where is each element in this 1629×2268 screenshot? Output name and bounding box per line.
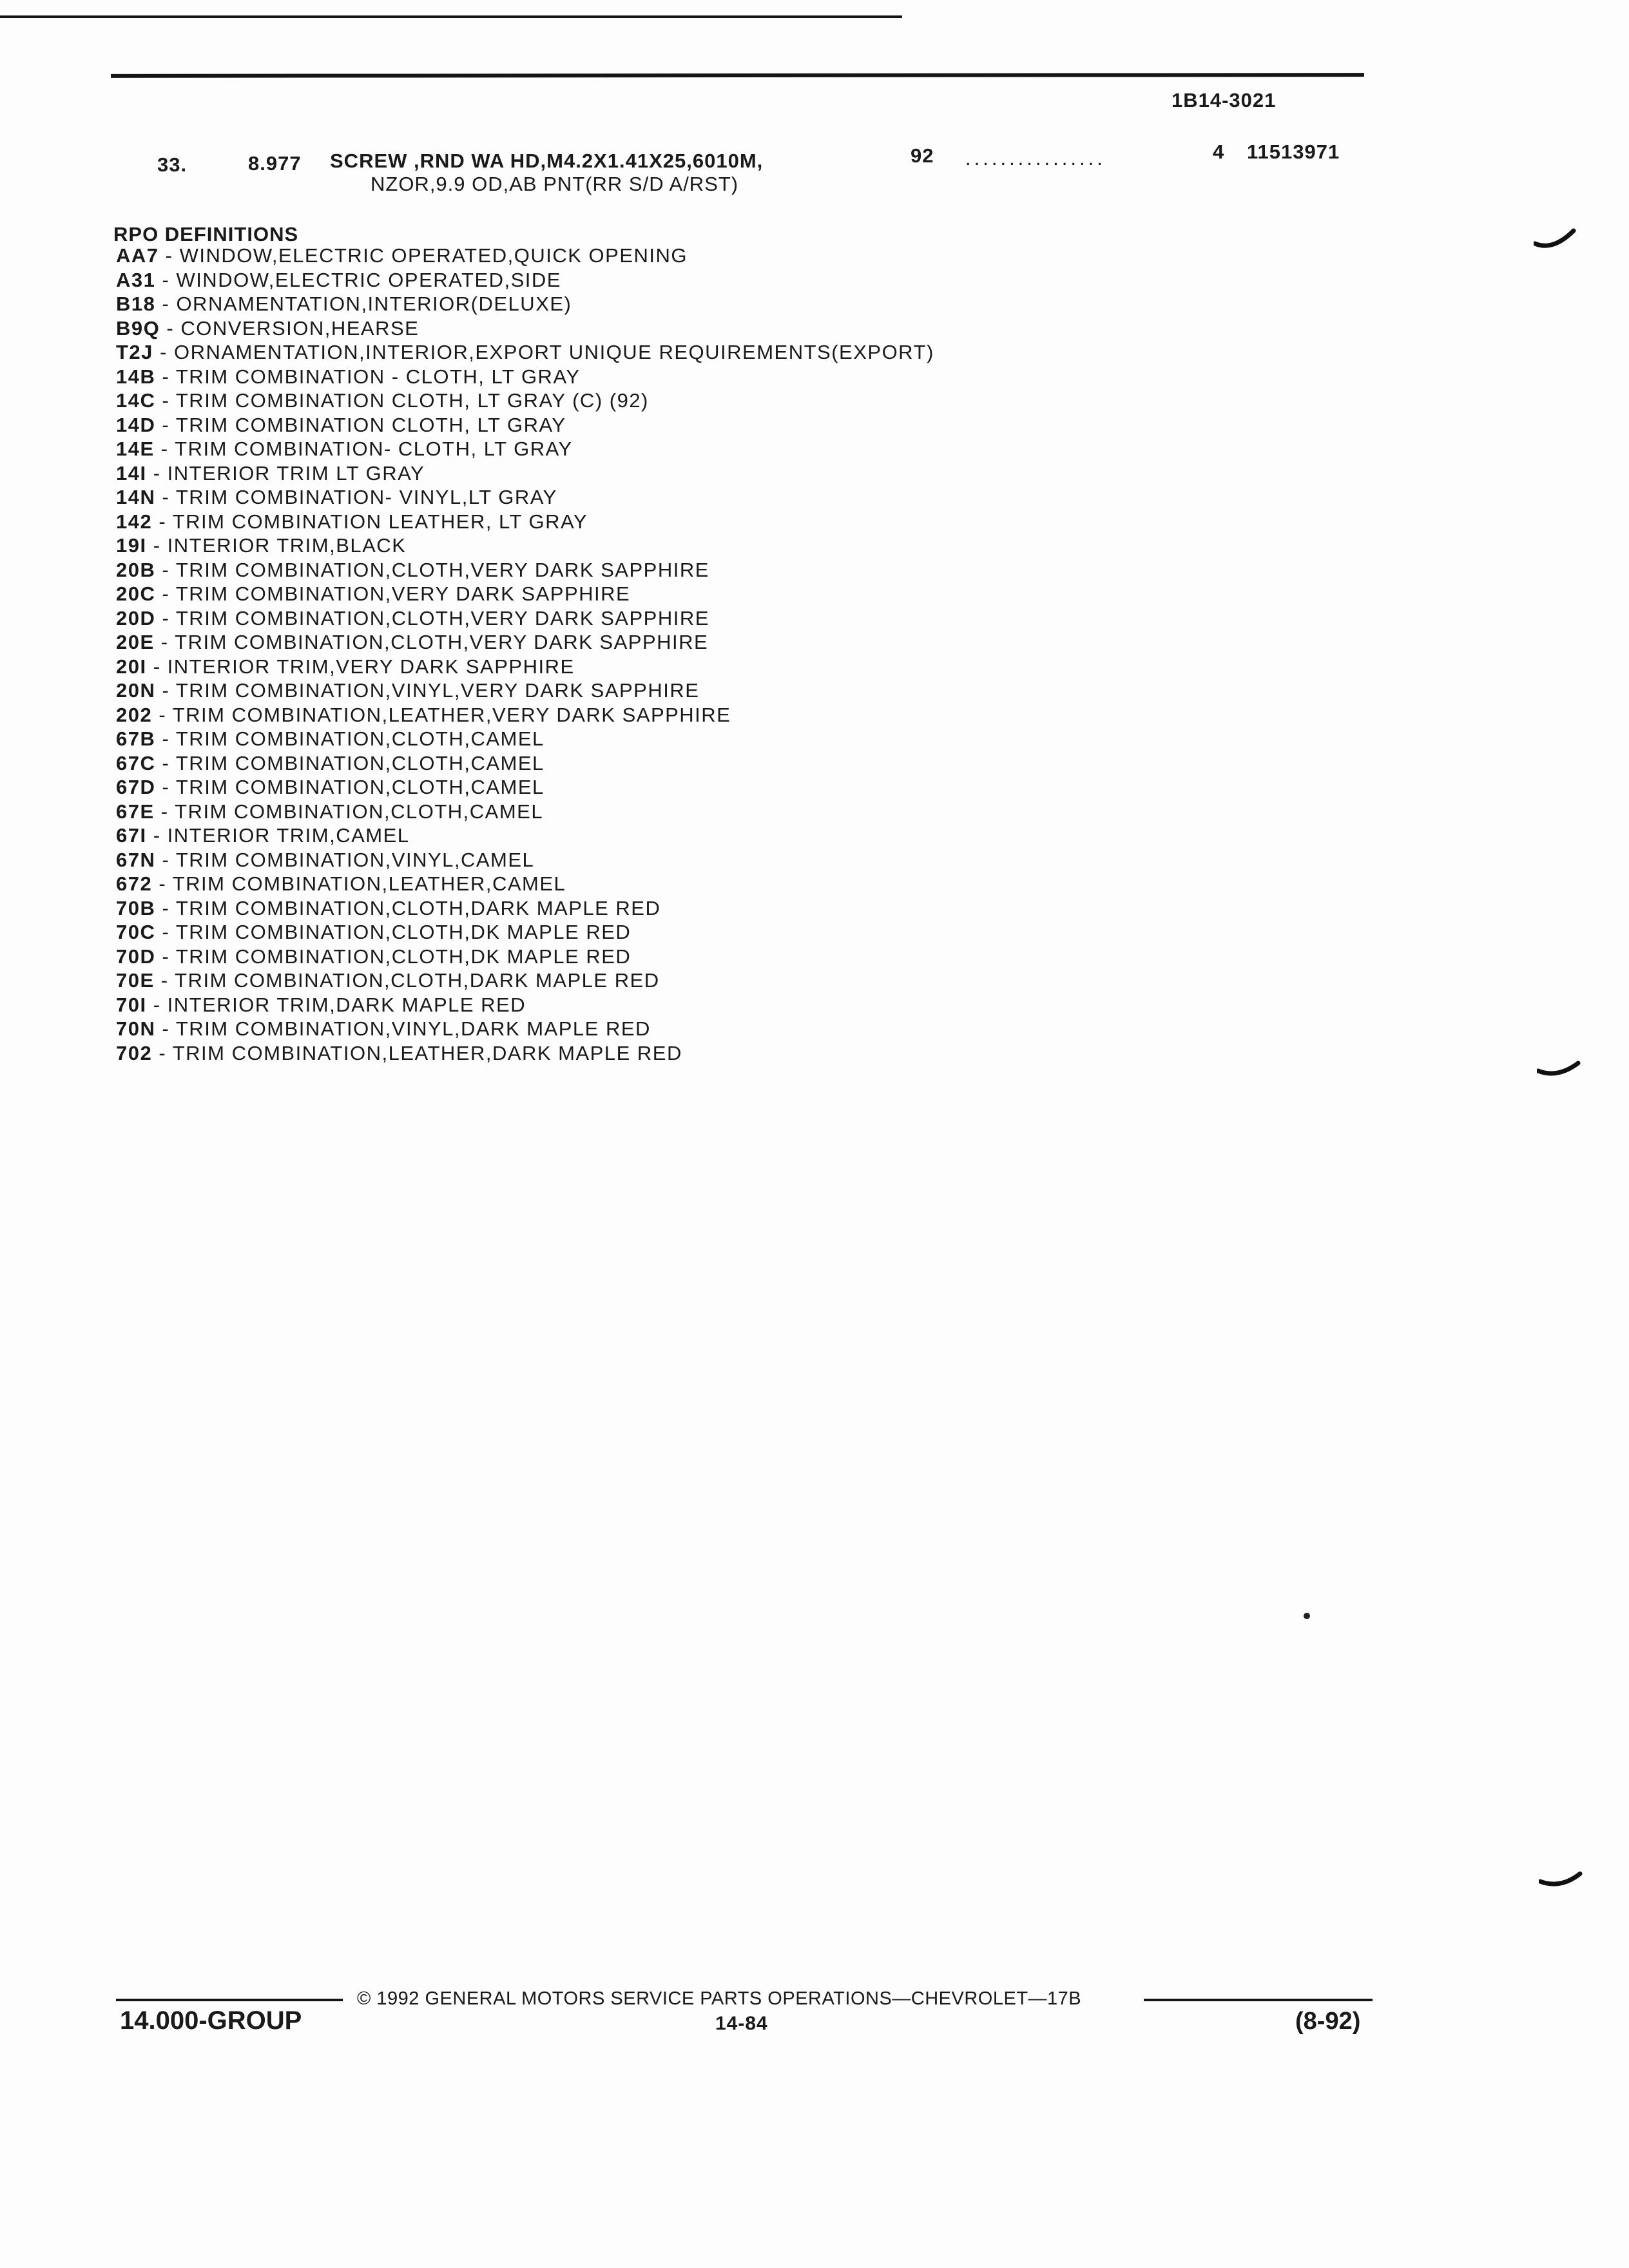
rpo-item xyxy=(116,800,934,824)
rpo-code: 14D xyxy=(116,413,156,436)
binding-mark-top xyxy=(1534,226,1579,251)
rpo-separator: - xyxy=(152,1041,173,1064)
rpo-item xyxy=(116,872,934,896)
rpo-item xyxy=(116,510,934,534)
rpo-code: 20B xyxy=(116,558,156,581)
rpo-description: INTERIOR TRIM,VERY DARK SAPPHIRE xyxy=(167,655,575,678)
rpo-item xyxy=(116,485,934,510)
rpo-separator: - xyxy=(155,606,176,629)
rpo-code: AA7 xyxy=(116,244,159,267)
rpo-item xyxy=(116,703,934,727)
rpo-item xyxy=(116,945,934,969)
rpo-code: 70I xyxy=(116,993,147,1016)
rpo-separator: - xyxy=(146,993,168,1016)
rpo-item xyxy=(116,678,934,703)
rpo-item xyxy=(116,389,934,413)
rpo-item xyxy=(116,606,934,631)
rpo-code: 20N xyxy=(116,679,156,702)
rpo-code: B18 xyxy=(116,293,156,315)
rpo-separator: - xyxy=(152,872,173,895)
rpo-item xyxy=(116,655,934,679)
rpo-description: TRIM COMBINATION,LEATHER,DARK MAPLE RED xyxy=(172,1041,682,1064)
rpo-item xyxy=(116,413,934,437)
rpo-description: TRIM COMBINATION,VINYL,VERY DARK SAPPHIRE xyxy=(175,679,700,702)
rpo-description: TRIM COMBINATION - CLOTH, LT GRAY xyxy=(175,365,581,388)
rpo-separator: - xyxy=(155,293,177,315)
rpo-separator: - xyxy=(152,703,173,726)
rpo-code: 202 xyxy=(116,703,153,726)
reference-number: 8.977 xyxy=(248,152,302,175)
rpo-description: TRIM COMBINATION,VINYL,CAMEL xyxy=(175,848,535,871)
rpo-code: 70E xyxy=(116,969,155,992)
rpo-description: TRIM COMBINATION,CLOTH,DARK MAPLE RED xyxy=(175,969,660,992)
part-description-line1: SCREW ,RND WA HD,M4.2X1.41X25,6010M, xyxy=(330,149,764,172)
footer-group: 14.000-GROUP xyxy=(120,2006,302,2035)
rpo-description: TRIM COMBINATION,CLOTH,CAMEL xyxy=(175,800,544,823)
rpo-item xyxy=(116,244,934,268)
rpo-separator: - xyxy=(155,945,176,968)
rpo-separator: - xyxy=(146,461,168,485)
rpo-separator: - xyxy=(155,848,176,871)
rpo-description: TRIM COMBINATION,VINYL,DARK MAPLE RED xyxy=(175,1017,651,1040)
rpo-code: B9Q xyxy=(116,316,160,340)
rpo-description: TRIM COMBINATION- CLOTH, LT GRAY xyxy=(175,437,573,460)
rpo-description: TRIM COMBINATION,CLOTH,VERY DARK SAPPHIRE xyxy=(175,558,709,581)
rpo-description: WINDOW,ELECTRIC OPERATED,QUICK OPENING xyxy=(179,244,688,267)
rpo-code: 702 xyxy=(116,1041,153,1064)
header-rule xyxy=(111,73,1364,78)
rpo-description: TRIM COMBINATION,CLOTH,VERY DARK SAPPHIRE xyxy=(175,606,709,629)
rpo-code: 20D xyxy=(116,606,156,629)
rpo-code: 70C xyxy=(116,921,156,943)
footer-rule-left xyxy=(116,1999,343,2001)
rpo-code: 672 xyxy=(116,872,153,895)
rpo-item xyxy=(116,268,934,293)
sheet-reference: 1B14-3021 xyxy=(1171,89,1277,111)
rpo-separator: - xyxy=(155,1017,176,1040)
rpo-item xyxy=(116,823,934,848)
rpo-separator: - xyxy=(155,582,176,605)
rpo-code: 67B xyxy=(116,727,156,750)
rpo-separator: - xyxy=(155,679,176,702)
copyright-line: © 1992 GENERAL MOTORS SERVICE PARTS OPERATIONS—CHEVROLET—17B xyxy=(357,1988,1082,2009)
rpo-code: 14E xyxy=(116,437,155,460)
rpo-item xyxy=(116,533,934,558)
rpo-description: TRIM COMBINATION,CLOTH,CAMEL xyxy=(175,727,545,750)
rpo-item xyxy=(116,896,934,921)
rpo-description: INTERIOR TRIM,BLACK xyxy=(167,534,407,557)
rpo-code: A31 xyxy=(116,268,156,291)
rpo-separator: - xyxy=(146,824,168,847)
rpo-separator: - xyxy=(146,655,168,678)
rpo-item xyxy=(116,316,934,341)
rpo-item xyxy=(116,630,934,655)
top-edge-line xyxy=(0,15,902,18)
rpo-code: 20E xyxy=(116,631,155,653)
rpo-item xyxy=(116,775,934,800)
rpo-separator: - xyxy=(160,316,181,340)
rpo-description: INTERIOR TRIM LT GRAY xyxy=(167,461,425,485)
rpo-description: TRIM COMBINATION,VERY DARK SAPPHIRE xyxy=(175,582,631,605)
rpo-code: 142 xyxy=(116,510,153,533)
rpo-separator: - xyxy=(155,776,176,798)
footer-date: (8-92) xyxy=(1295,2008,1361,2035)
binding-mark-middle xyxy=(1537,1057,1582,1082)
rpo-code: 20C xyxy=(116,582,156,605)
rpo-description: TRIM COMBINATION LEATHER, LT GRAY xyxy=(172,510,588,533)
rpo-code: 70N xyxy=(116,1017,156,1040)
rpo-item xyxy=(116,365,934,389)
rpo-item xyxy=(116,1017,934,1041)
rpo-separator: - xyxy=(159,244,180,267)
quantity: 4 xyxy=(1213,140,1225,163)
rpo-definitions-list xyxy=(116,244,934,1065)
rpo-description: TRIM COMBINATION,CLOTH,VERY DARK SAPPHIRE xyxy=(175,631,709,653)
rpo-item xyxy=(116,968,934,993)
rpo-separator: - xyxy=(153,341,174,363)
rpo-item xyxy=(116,292,934,316)
footer-rule-right xyxy=(1144,1999,1373,2001)
rpo-separator: - xyxy=(155,896,176,919)
rpo-code: 67E xyxy=(116,800,155,823)
rpo-description: TRIM COMBINATION,LEATHER,CAMEL xyxy=(172,872,566,895)
rpo-description: CONVERSION,HEARSE xyxy=(180,316,419,340)
rpo-description: TRIM COMBINATION,CLOTH,DARK MAPLE RED xyxy=(175,896,661,919)
rpo-separator: - xyxy=(152,510,173,533)
rpo-separator: - xyxy=(154,969,175,992)
binding-mark-bottom xyxy=(1539,1869,1584,1894)
rpo-description: INTERIOR TRIM,CAMEL xyxy=(167,824,410,847)
rpo-code: 14N xyxy=(116,486,156,508)
dot-leader: ................ xyxy=(965,147,1106,169)
rpo-item xyxy=(116,920,934,945)
rpo-code: T2J xyxy=(116,341,153,363)
model-year: 92 xyxy=(911,144,934,167)
rpo-separator: - xyxy=(155,413,176,436)
rpo-code: 20I xyxy=(116,655,147,678)
rpo-description: TRIM COMBINATION CLOTH, LT GRAY (C) (92) xyxy=(175,389,649,412)
rpo-code: 14C xyxy=(116,389,156,412)
rpo-separator: - xyxy=(154,437,175,460)
rpo-separator: - xyxy=(155,268,177,291)
rpo-separator: - xyxy=(146,534,168,557)
rpo-separator: - xyxy=(154,800,175,823)
rpo-code: 67N xyxy=(116,848,156,871)
rpo-definitions-title: RPO DEFINITIONS xyxy=(113,223,299,245)
rpo-description: TRIM COMBINATION,LEATHER,VERY DARK SAPPHIRE xyxy=(172,703,731,726)
rpo-item xyxy=(116,848,934,872)
rpo-item xyxy=(116,461,934,486)
rpo-description: ORNAMENTATION,INTERIOR,EXPORT UNIQUE REQUIREMENTS(EXPORT) xyxy=(173,341,934,363)
rpo-code: 14I xyxy=(116,461,147,485)
part-number: 11513971 xyxy=(1247,140,1340,163)
rpo-item xyxy=(116,582,934,606)
rpo-description: TRIM COMBINATION,CLOTH,CAMEL xyxy=(175,776,545,798)
part-description-line2: NZOR,9.9 OD,AB PNT(RR S/D A/RST) xyxy=(371,173,739,195)
rpo-item xyxy=(116,340,934,365)
rpo-separator: - xyxy=(155,486,176,508)
rpo-code: 67C xyxy=(116,751,156,774)
rpo-item xyxy=(116,993,934,1017)
rpo-description: TRIM COMBINATION,CLOTH,DK MAPLE RED xyxy=(175,945,631,968)
speck-mark xyxy=(1302,1611,1315,1624)
rpo-separator: - xyxy=(155,365,176,388)
rpo-description: TRIM COMBINATION CLOTH, LT GRAY xyxy=(175,413,566,436)
rpo-code: 67D xyxy=(116,776,156,798)
page-number: 14-84 xyxy=(715,2013,768,2034)
item-number: 33. xyxy=(157,153,188,176)
rpo-item xyxy=(116,1041,934,1066)
rpo-item xyxy=(116,751,934,776)
rpo-item xyxy=(116,558,934,582)
rpo-code: 14B xyxy=(116,365,156,388)
rpo-separator: - xyxy=(155,727,176,750)
rpo-description: WINDOW,ELECTRIC OPERATED,SIDE xyxy=(176,268,561,291)
rpo-description: INTERIOR TRIM,DARK MAPLE RED xyxy=(167,993,526,1016)
rpo-code: 70D xyxy=(116,945,156,968)
rpo-separator: - xyxy=(155,921,176,943)
rpo-separator: - xyxy=(155,389,176,412)
rpo-code: 67I xyxy=(116,824,147,847)
rpo-description: TRIM COMBINATION,CLOTH,CAMEL xyxy=(175,751,545,774)
rpo-separator: - xyxy=(155,751,176,774)
rpo-description: TRIM COMBINATION- VINYL,LT GRAY xyxy=(175,486,557,508)
rpo-description: ORNAMENTATION,INTERIOR(DELUXE) xyxy=(176,293,572,315)
rpo-item xyxy=(116,437,934,461)
rpo-separator: - xyxy=(155,558,176,581)
rpo-separator: - xyxy=(154,631,175,653)
rpo-description: TRIM COMBINATION,CLOTH,DK MAPLE RED xyxy=(175,921,631,943)
rpo-code: 70B xyxy=(116,896,156,919)
rpo-code: 19I xyxy=(116,534,147,557)
rpo-item xyxy=(116,727,934,751)
